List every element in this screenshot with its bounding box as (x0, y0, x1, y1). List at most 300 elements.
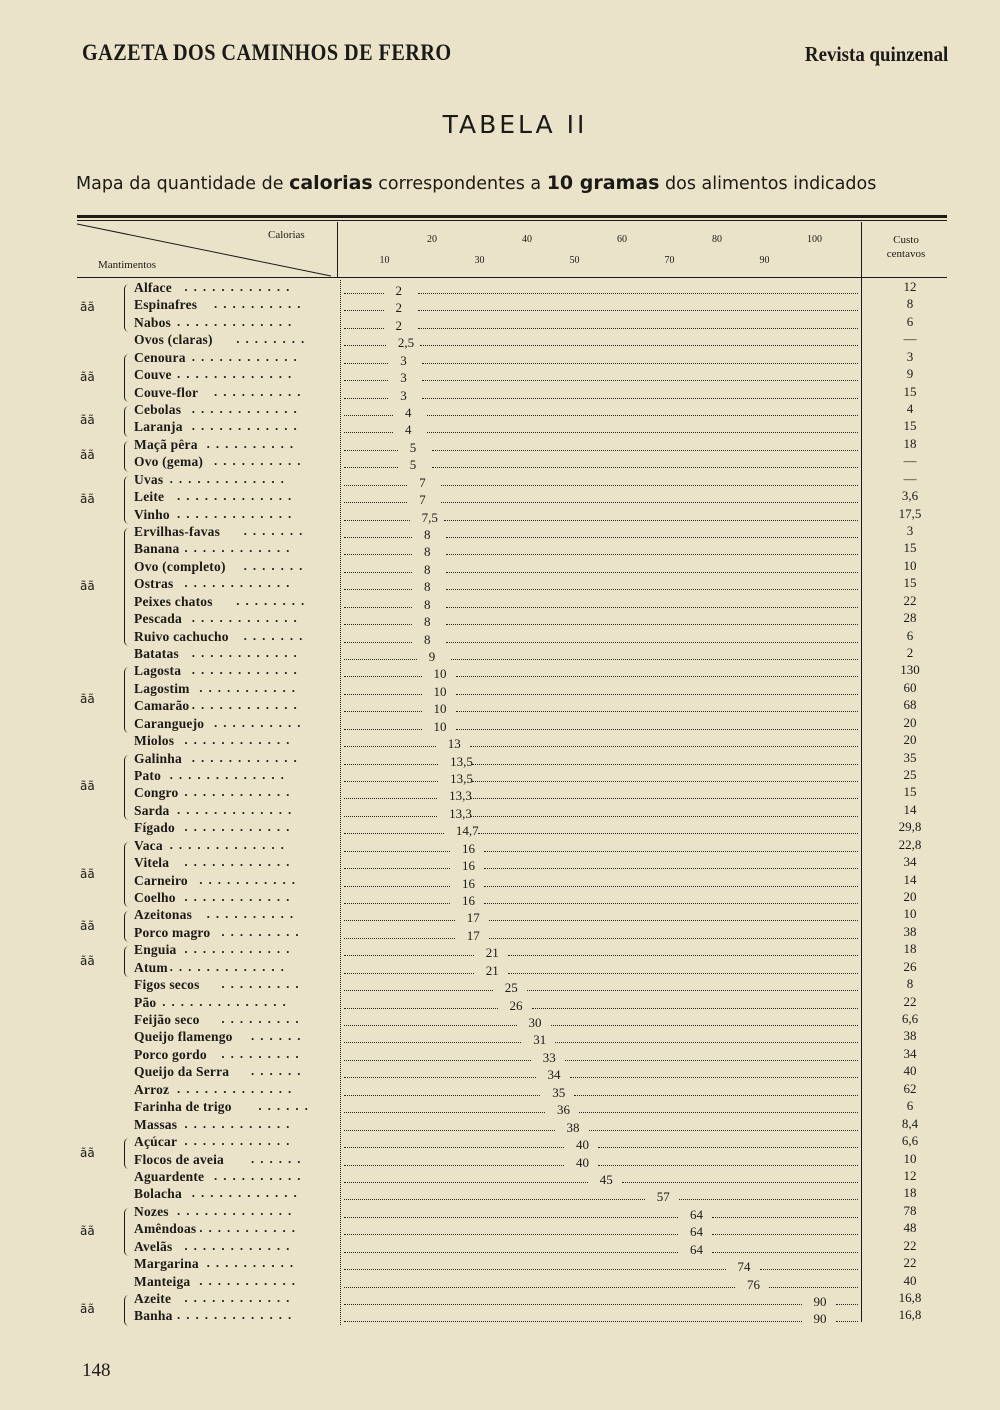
leader-dots: ............ (184, 819, 296, 835)
subtitle-part-bold: 10 gramas (546, 172, 660, 194)
cost-leader (508, 973, 858, 974)
group-mark: ãã (80, 779, 95, 794)
cost-value: 2 (906, 645, 914, 661)
cost-leader (484, 851, 858, 852)
cost-value: 40 (903, 1272, 917, 1288)
cost-value: 6,6 (901, 1011, 919, 1027)
cost-leader (712, 1234, 858, 1235)
cost-value: 34 (903, 854, 917, 870)
cost-leader (470, 746, 858, 747)
calories-column-left-rule (337, 222, 338, 277)
leader-dots: ............ (191, 662, 303, 678)
food-name: Açúcar (134, 1134, 178, 1150)
food-name: Ostras (134, 576, 174, 592)
cost-leader (598, 1147, 858, 1148)
cost-leader (471, 816, 858, 817)
group-mark: ãã (80, 579, 95, 594)
calorie-leader (344, 694, 422, 695)
calorie-value: 2,5 (397, 335, 415, 351)
calorie-leader (344, 1008, 498, 1009)
calorie-leader (344, 676, 422, 677)
food-name: Galinha (134, 750, 182, 766)
cost-value: 18 (903, 1185, 917, 1201)
cost-leader (589, 1130, 859, 1131)
leader-dots: ............ (191, 697, 303, 713)
cost-leader (836, 1321, 859, 1322)
leader-dots: ............ (191, 1185, 303, 1201)
calorie-leader (344, 415, 393, 416)
food-name: Enguia (134, 942, 177, 958)
group-mark: ãã (80, 866, 95, 881)
cost-leader (579, 1112, 858, 1113)
cost-value: 78 (903, 1202, 917, 1218)
calorie-value: 3 (400, 370, 407, 386)
group-brace (124, 441, 129, 472)
cost-leader (472, 764, 858, 765)
cost-value: 8 (906, 976, 914, 992)
cost-value: 10 (903, 557, 917, 573)
cost-leader (441, 502, 858, 503)
leader-dots: ........... (199, 1272, 301, 1288)
calorie-value: 40 (576, 1154, 589, 1170)
leader-dots: ............. (177, 1307, 298, 1323)
cost-value: 12 (903, 1167, 917, 1183)
calorie-value: 40 (576, 1137, 589, 1153)
leader-dots: .......... (214, 453, 307, 469)
cost-leader (565, 1060, 858, 1061)
cost-leader (532, 1008, 859, 1009)
cost-leader (456, 694, 859, 695)
food-name: Couve-flor (134, 384, 199, 400)
calorie-value: 8 (424, 544, 431, 560)
leader-dots: ............. (177, 505, 298, 521)
food-name: Porco magro (134, 924, 211, 940)
calorie-leader (344, 624, 412, 625)
leader-dots: ............ (191, 401, 303, 416)
calorie-leader (344, 1287, 735, 1288)
group-brace (124, 946, 129, 977)
leader-dots: ...... (251, 1063, 307, 1079)
calories-header-label: Calorias (268, 229, 305, 241)
cost-value: 10 (903, 1150, 917, 1166)
food-name: Carneiro (134, 872, 188, 888)
cost-value: 22 (903, 592, 917, 608)
group-mark: ãã (80, 953, 95, 968)
food-name: Nabos (134, 314, 172, 330)
calorie-value: 16 (462, 858, 475, 874)
food-name: Porco gordo (134, 1046, 207, 1062)
cost-value: 22 (903, 993, 917, 1009)
group-brace (124, 1138, 129, 1169)
leader-dots: .......... (214, 1167, 307, 1183)
calorie-leader (344, 851, 450, 852)
cost-leader (446, 607, 858, 608)
cost-leader (422, 398, 858, 399)
calorie-value: 25 (504, 980, 518, 996)
cost-value: 3 (906, 348, 914, 364)
cost-value: 68 (903, 697, 917, 713)
cost-header-label: Custo (893, 234, 919, 246)
calorie-value: 13,3 (449, 805, 472, 821)
food-name: Fígado (134, 820, 175, 836)
cost-value: 130 (900, 662, 920, 678)
leader-dots: ........... (199, 679, 301, 695)
scale-tick-label: 70 (664, 255, 675, 266)
cost-value: 38 (903, 923, 917, 939)
cost-leader (551, 1025, 859, 1026)
leader-dots: ......... (221, 1045, 305, 1061)
calorie-value: 5 (409, 439, 417, 455)
leader-dots: ............ (184, 941, 296, 957)
food-name: Bolacha (134, 1186, 182, 1202)
table-title: TABELA II (442, 110, 588, 139)
food-name: Cebolas (134, 402, 182, 417)
leader-dots: ............ (184, 889, 296, 905)
leader-dots: ......... (221, 923, 305, 939)
cost-value: — (903, 453, 917, 469)
cost-value: 15 (903, 784, 917, 800)
group-mark: ãã (80, 491, 95, 506)
calorie-leader (344, 1147, 564, 1148)
cost-value: 29,8 (898, 819, 922, 835)
cost-value: 15 (903, 540, 917, 556)
cost-column-left-rule (861, 222, 862, 1322)
calorie-value: 7 (419, 492, 426, 508)
page-number: 148 (82, 1360, 111, 1381)
cost-value: 12 (903, 279, 917, 294)
leader-dots: ............ (191, 418, 303, 434)
calorie-leader (344, 1112, 545, 1113)
calorie-value: 14,7 (455, 823, 479, 839)
leader-dots: .......... (214, 296, 307, 312)
cost-leader (489, 920, 858, 921)
leader-dots: ........... (199, 871, 301, 887)
cost-value: 17,5 (898, 505, 922, 521)
leader-dots: ............. (169, 836, 290, 852)
cost-leader (427, 432, 858, 433)
calorie-leader (344, 467, 398, 468)
subtitle-part: dos alimentos indicados (659, 174, 877, 194)
calorie-leader (344, 502, 407, 503)
calorie-value: 8 (424, 614, 431, 630)
cost-value: 62 (903, 1080, 917, 1096)
calorie-value: 8 (424, 579, 431, 595)
leader-dots: ............ (191, 749, 303, 765)
calorie-value: 4 (405, 422, 412, 438)
leader-dots: ...... (258, 1098, 314, 1114)
food-name: Ovo (completo) (134, 558, 226, 574)
cost-value: 15 (903, 575, 917, 591)
leader-dots: ........ (236, 592, 311, 608)
group-mark: ãã (80, 1223, 95, 1238)
cost-value: 4 (906, 401, 914, 416)
cost-value: 48 (903, 1220, 917, 1236)
calorie-leader (344, 955, 474, 956)
cost-leader (574, 1095, 858, 1096)
calorie-leader (344, 746, 436, 747)
calorie-value: 8 (424, 631, 431, 647)
calorie-leader (344, 572, 412, 573)
cost-value: 16,8 (898, 1289, 922, 1305)
cost-value: 6 (906, 1098, 914, 1114)
food-name: Uvas (134, 471, 164, 487)
food-name: Manteiga (134, 1273, 191, 1289)
cost-value: 18 (903, 435, 917, 451)
calorie-leader (344, 1077, 536, 1078)
calorie-leader (344, 345, 386, 346)
food-name: Farinha de trigo (134, 1099, 232, 1115)
leader-dots: ......... (221, 976, 305, 992)
calorie-leader (344, 554, 412, 555)
calorie-value: 64 (690, 1241, 703, 1257)
calorie-value: 90 (813, 1311, 827, 1327)
cost-value: 8 (906, 296, 914, 312)
leader-dots: ............. (177, 801, 298, 817)
calorie-value: 8 (424, 527, 431, 543)
leader-dots: .......... (206, 435, 300, 451)
cost-leader (555, 1042, 858, 1043)
cost-leader (489, 938, 858, 939)
cost-value: 34 (903, 1045, 917, 1061)
food-name: Pato (134, 768, 162, 784)
cost-value: 10 (903, 906, 917, 922)
calorie-leader (344, 659, 417, 660)
calorie-value: 45 (599, 1171, 613, 1187)
cost-leader (598, 1165, 858, 1166)
leader-dots: .......... (206, 1255, 300, 1271)
food-name: Peixes chatos (134, 593, 213, 609)
cost-leader (446, 624, 858, 625)
cost-leader (446, 537, 858, 538)
leader-dots: ............ (191, 348, 303, 364)
group-brace (124, 667, 129, 733)
calorie-value: 10 (433, 683, 447, 699)
cost-value: 15 (903, 418, 917, 434)
cost-value: 40 (903, 1063, 917, 1079)
food-name: Avelãs (134, 1238, 173, 1254)
scale-tick-label: 90 (759, 255, 770, 266)
leader-dots: ............ (184, 1237, 296, 1253)
food-name: Vitela (134, 855, 170, 871)
cost-value: 8,4 (901, 1115, 919, 1131)
leader-dots: .......... (214, 383, 307, 399)
calorie-leader (344, 990, 493, 991)
cost-leader (451, 659, 858, 660)
cost-value: 28 (903, 610, 917, 626)
cost-leader (836, 1304, 859, 1305)
subtitle-part: correspondentes a (372, 174, 547, 194)
group-brace (124, 842, 129, 908)
leader-dots: ............. (169, 767, 290, 783)
leader-dots: ...... (251, 1150, 307, 1166)
food-name: Ruivo cachucho (134, 628, 229, 644)
food-name: Maçã pêra (134, 436, 198, 452)
leader-dots: .......... (214, 714, 307, 730)
group-mark: ãã (80, 918, 95, 933)
calorie-leader (344, 380, 388, 381)
calorie-value: 2 (395, 283, 402, 298)
calorie-value: 57 (656, 1189, 670, 1205)
calorie-value: 3 (400, 352, 407, 368)
food-name: Ervilhas-favas (134, 524, 221, 540)
cost-leader (456, 711, 859, 712)
cost-leader (484, 903, 858, 904)
food-name: Lagostim (134, 680, 190, 696)
cost-leader (679, 1199, 858, 1200)
cost-leader (478, 833, 858, 834)
calorie-value: 13 (447, 736, 461, 752)
cost-leader (622, 1182, 858, 1183)
calorie-value: 16 (462, 893, 475, 909)
cost-leader (712, 1252, 858, 1253)
food-name: Leite (134, 489, 165, 505)
cost-leader (508, 955, 858, 956)
cost-leader (712, 1217, 858, 1218)
calorie-leader (344, 537, 412, 538)
food-name: Coelho (134, 890, 176, 906)
calorie-leader (344, 833, 444, 834)
food-name: Lagosta (134, 663, 182, 679)
leader-dots: ............ (184, 854, 296, 870)
leader-dots: ............. (177, 1080, 298, 1096)
calorie-leader (344, 328, 384, 329)
scale-tick-label: 10 (379, 255, 390, 266)
group-mark: ãã (80, 1145, 95, 1160)
cost-value: 14 (903, 871, 917, 887)
food-name: Ovo (gema) (134, 454, 204, 470)
group-brace (124, 911, 129, 942)
cost-value: 22 (903, 1255, 917, 1271)
cost-leader (484, 868, 858, 869)
calorie-value: 7 (419, 474, 426, 490)
leader-dots: .......... (206, 906, 300, 922)
calorie-value: 64 (690, 1224, 703, 1240)
calorie-value: 5 (409, 457, 417, 473)
calorie-leader (344, 1165, 564, 1166)
calorie-value: 34 (547, 1067, 561, 1083)
group-brace (124, 1208, 129, 1256)
food-name: Caranguejo (134, 715, 205, 731)
items-header-label: Mantimentos (98, 259, 157, 271)
leader-dots: ......... (221, 1011, 305, 1027)
leader-dots: ....... (243, 523, 309, 539)
cost-value: 3,6 (901, 488, 919, 504)
leader-dots: ............ (191, 610, 303, 626)
group-mark: ãã (80, 1302, 95, 1317)
cost-leader (471, 798, 858, 799)
calorie-value: 26 (509, 997, 523, 1013)
calorie-leader (344, 520, 410, 521)
calorie-leader (344, 1321, 802, 1322)
calorie-leader (344, 1234, 678, 1235)
calorie-leader (344, 868, 450, 869)
food-name: Miolos (134, 733, 175, 749)
food-name: Camarão (134, 698, 190, 714)
leader-dots: ............ (184, 575, 296, 591)
cost-leader (446, 589, 858, 590)
calorie-value: 4 (405, 405, 412, 420)
calorie-leader (344, 1130, 555, 1131)
group-brace (124, 284, 129, 332)
cost-value: 16,8 (898, 1307, 922, 1323)
cost-value: 20 (903, 889, 917, 905)
calorie-leader (344, 816, 437, 817)
calorie-value: 17 (466, 927, 480, 943)
leader-dots: ............. (177, 366, 298, 382)
cost-leader (422, 380, 858, 381)
calorie-value: 31 (533, 1032, 547, 1048)
cost-leader (446, 554, 858, 555)
group-brace (124, 755, 129, 821)
subtitle-part-bold: calorias (289, 172, 373, 194)
scale-tick-label: 50 (569, 255, 580, 266)
calorie-leader (344, 642, 412, 643)
cost-leader (446, 642, 858, 643)
calorie-value: 36 (557, 1102, 570, 1118)
calorie-value: 2 (395, 300, 402, 316)
calorie-value: 76 (747, 1276, 760, 1292)
cost-value: 60 (903, 679, 917, 695)
leader-dots: ............ (184, 540, 296, 556)
food-name: Espinafres (134, 297, 198, 313)
calorie-leader (344, 1199, 645, 1200)
food-name: Congro (134, 785, 179, 801)
food-name: Banha (134, 1308, 173, 1324)
calorie-leader (344, 798, 437, 799)
calorie-value: 8 (424, 596, 431, 612)
food-name: Cenoura (134, 349, 186, 365)
cost-leader (422, 363, 858, 364)
calorie-value: 35 (552, 1084, 566, 1100)
calorie-value: 9 (428, 649, 436, 665)
calorie-leader (344, 607, 412, 608)
group-brace (124, 406, 129, 437)
publication-title: GAZETA DOS CAMINHOS DE FERRO (82, 40, 452, 65)
food-name: Vinho (134, 506, 170, 522)
leader-dots: ........ (236, 331, 311, 347)
food-name: Couve (134, 367, 172, 383)
calorie-leader (344, 973, 474, 974)
calorie-value: 16 (462, 840, 475, 856)
cost-value: 22 (903, 1237, 917, 1253)
food-name: Aguardente (134, 1168, 205, 1184)
food-name: Nozes (134, 1203, 169, 1219)
cost-value: 20 (903, 732, 917, 748)
leader-dots: ....... (243, 627, 309, 643)
cost-leader (432, 450, 858, 451)
calorie-leader (344, 1252, 678, 1253)
food-name: Feijão seco (134, 1012, 200, 1028)
group-brace (124, 476, 129, 524)
food-name: Laranja (134, 419, 183, 435)
calorie-leader (344, 1182, 588, 1183)
cost-value: 35 (903, 749, 917, 765)
leader-dots: ............. (177, 1202, 298, 1218)
food-name: Alface (134, 280, 172, 295)
table-subtitle (76, 172, 876, 194)
food-name: Atum (134, 959, 168, 975)
leader-dots: ...... (251, 1028, 307, 1044)
calorie-value: 2 (395, 317, 402, 333)
calorie-value: 30 (528, 1015, 542, 1031)
scale-tick-label: 30 (474, 255, 485, 266)
calorie-value: 74 (737, 1259, 751, 1275)
leader-dots: ............ (184, 279, 296, 294)
leader-dots: ............. (177, 488, 298, 504)
leader-dots: ........... (199, 1220, 301, 1236)
calorie-value: 13,5 (450, 753, 473, 769)
food-name: Sarda (134, 802, 170, 818)
